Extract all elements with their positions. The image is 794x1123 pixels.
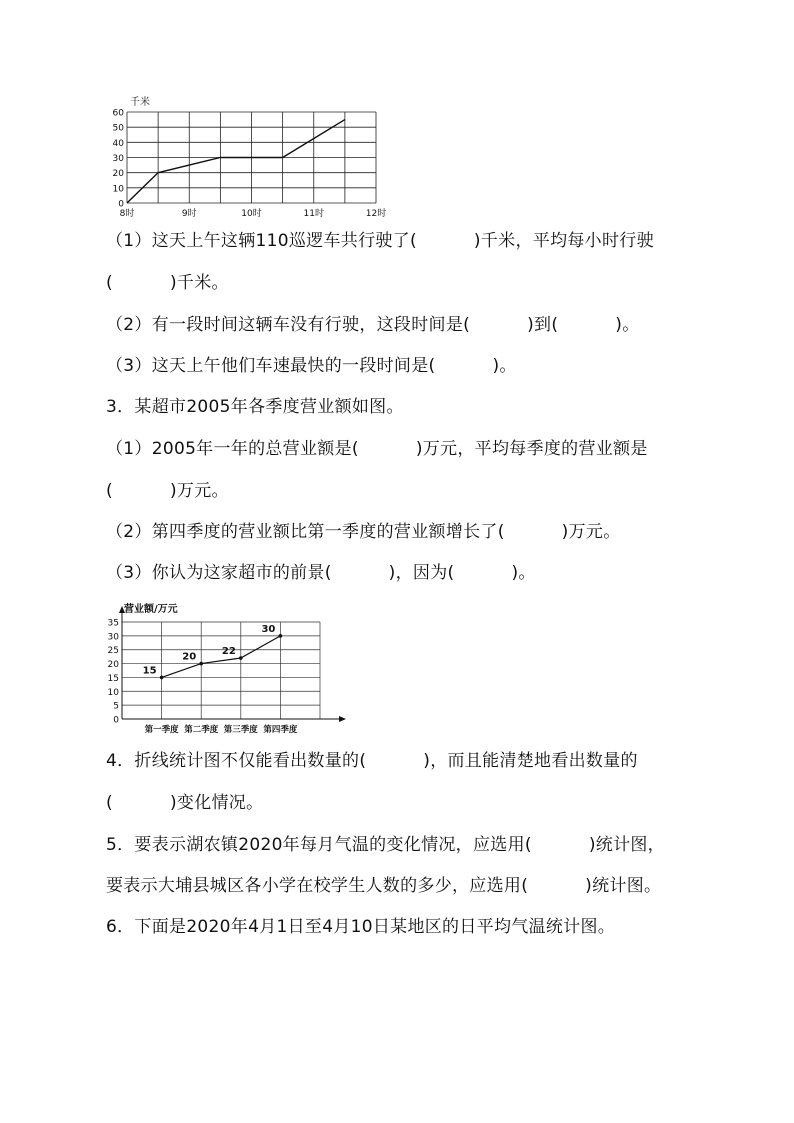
question-3-2: （2）第四季度的营业额比第一季度的营业额增长了( )万元。: [106, 522, 621, 542]
chart2-category-label: 第一季度: [144, 725, 179, 735]
chart2-y-tick-label: 35: [107, 618, 119, 629]
question-3-1-line-b: ( )万元。: [106, 481, 229, 501]
chart2-data-label: 15: [142, 665, 157, 677]
chart1-y-tick-label: 50: [112, 123, 124, 134]
chart2-x-axis-arrow: [339, 716, 346, 722]
question-5-line-a: 5．要表示湖农镇2020年每月气温的变化情况，应选用( )统计图，: [106, 835, 665, 855]
chart1-y-tick-label: 40: [112, 138, 124, 149]
chart2-y-tick-label: 25: [107, 646, 119, 657]
chart2-data-label: 30: [261, 623, 276, 635]
chart2-y-tick-label: 0: [113, 715, 119, 726]
chart1-y-tick-label: 10: [112, 184, 124, 195]
chart2-category-labels: [145, 724, 298, 735]
chart2-series: [143, 624, 283, 679]
chart2-data-point: [160, 676, 164, 680]
chart1-series: [127, 120, 345, 203]
chart1-x-tick-label: 10时: [241, 209, 262, 219]
chart2-data-label: 20: [182, 651, 197, 663]
chart1-x-tick-label: 8时: [119, 209, 135, 219]
chart1-x-tick-label: 11时: [303, 209, 324, 219]
chart2-data-point: [239, 656, 243, 660]
chart2-category-label: 第三季度: [223, 725, 258, 735]
chart2-y-tick-label: 5: [113, 701, 119, 712]
chart2-y-tick-label: 30: [107, 632, 119, 643]
chart1-x-tick-label: 9时: [181, 209, 197, 219]
chart2-y-tick-label: 10: [107, 687, 119, 698]
question-4-line-b: ( )变化情况。: [106, 793, 264, 813]
chart2-category-label: 第二季度: [184, 725, 219, 735]
chart2-y-tick-label: 15: [107, 673, 119, 684]
chart1-y-tick-label: 60: [112, 108, 124, 119]
question-3-1-line-a: （1）2005年一年的总营业额是( )万元，平均每季度的营业额是: [106, 439, 648, 459]
chart1-ylabel: 千米: [130, 97, 150, 108]
chart1-y-ticks: [113, 109, 125, 210]
question-1-1-line-b: ( )千米。: [106, 273, 229, 293]
chart2-data-point: [279, 634, 283, 638]
chart2-data-label: 22: [221, 646, 236, 658]
chart1-y-tick-label: 0: [118, 199, 124, 210]
question-6: 6．下面是2020年4月1日至4月10日某地区的日平均气温统计图。: [106, 917, 616, 937]
chart2-category-label: 第四季度: [263, 725, 298, 735]
question-5-line-b: 要表示大埔县城区各小学在校学生人数的多少，应选用( )统计图。: [106, 876, 662, 896]
chart1-y-tick-label: 30: [112, 154, 124, 164]
question-3-title: 3．某超市2005年各季度营业额如图。: [106, 397, 404, 417]
chart2-y-tick-label: 20: [107, 660, 119, 671]
chart1-series-line: [127, 120, 345, 203]
question-4-line-a: 4．折线统计图不仅能看出数量的( )，而且能清楚地看出数量的: [106, 751, 638, 771]
chart2-y-ticks: [108, 619, 120, 726]
chart1-y-tick-label: 20: [112, 169, 124, 180]
question-1-3: （3）这天上午他们车速最快的一段时间是( )。: [106, 356, 517, 376]
question-1-1-line-a: （1）这天上午这辆110巡逻车共行驶了( )千米，平均每小时行驶: [106, 231, 654, 251]
chart2-data-point: [199, 662, 203, 666]
distance-line-chart: [100, 92, 400, 222]
question-1-2: （2）有一段时间这辆车没有行驶，这段时间是( )到( )。: [106, 315, 640, 335]
chart1-x-ticks: [120, 207, 387, 219]
chart2-ylabel: 营业额/万元: [124, 604, 178, 615]
question-3-3: （3）你认为这家超市的前景( )，因为( )。: [106, 563, 536, 583]
chart2-grid: [119, 606, 346, 722]
chart1-x-tick-label: 12时: [365, 209, 387, 219]
revenue-line-chart: [100, 598, 350, 744]
